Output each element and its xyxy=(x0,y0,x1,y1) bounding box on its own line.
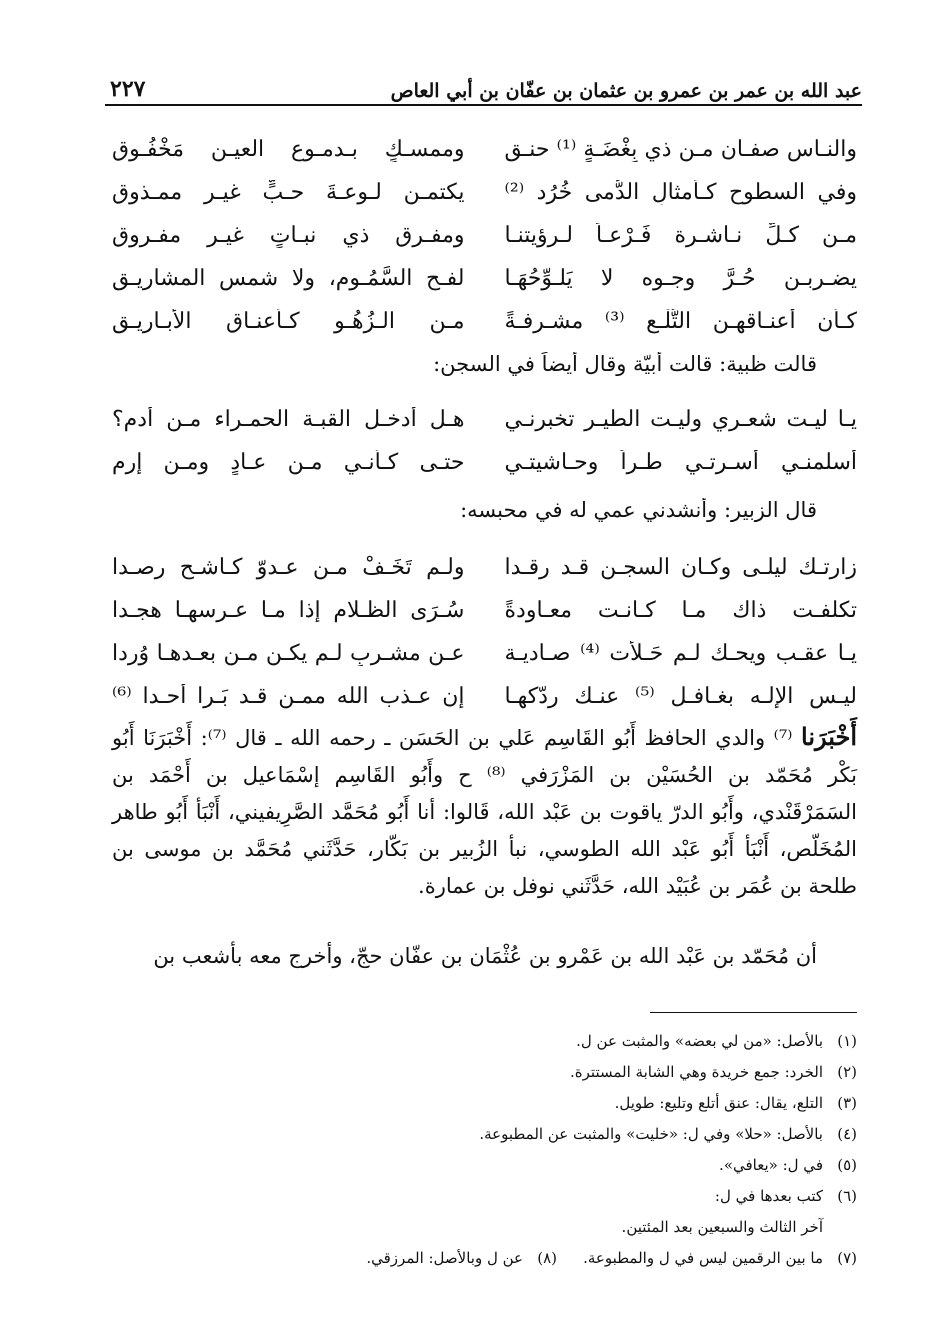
footnote-text: التلع، يقال: عنق أتلع وتليع: طويل. xyxy=(614,1094,823,1112)
lead-word: أَخْبَرَنا xyxy=(801,722,857,751)
isnad-paragraph xyxy=(112,718,857,905)
poem-3-intro: قال الزبير: وأنشدني عمي له في محبسه: xyxy=(460,498,817,522)
verse-hemistich-second: عـن مشـربٍ لـم يكـن مـن بعـدهـا وُردا xyxy=(112,641,465,666)
verse-hemistich-second: هـل أدخـل القبـة الحمـراء مـن أدم؟ xyxy=(112,407,465,432)
footnote-divider xyxy=(650,1012,857,1013)
footnote-text: بالأصل: «من لي بعضه» والمثبت عن ل. xyxy=(576,1032,823,1050)
footnote-text: في ل: «يعافي». xyxy=(719,1156,823,1174)
poem-2-intro: قالت ظبية: قالت أبيّة وقال أيضاً في السجن: xyxy=(433,352,817,376)
verse-hemistich-second: وممسـكٍ بـدمـوعِ العيـنِ مَخْفُـوق xyxy=(112,137,465,162)
footnote-number: (٨) xyxy=(537,1249,557,1267)
footnote-text: آخر الثالث والسبعين بعد المئتين. xyxy=(621,1218,823,1236)
verse-line xyxy=(112,128,857,171)
verse-hemistich-second: ولـم تَخَـفْ مـن عـدوّ كـاشـح رصـدا xyxy=(112,555,465,580)
page-number: ٢٢٧ xyxy=(110,76,146,102)
verse-hemistich-first: ليـس الإلـه بغـافـل ⁽⁵⁾ عنـك ردّكهـا xyxy=(504,684,857,709)
footnote xyxy=(112,1088,857,1119)
isnad-text xyxy=(112,718,857,905)
poem-1 xyxy=(112,128,857,343)
footnote-text: عن ل وبالأصل: المرزقي. xyxy=(366,1249,523,1267)
footnote-number: (٧) xyxy=(837,1249,857,1267)
verse-hemistich-first: أسلمنـي أسـرتـي طـراً وحـاشيتـي xyxy=(504,450,857,475)
verse-line xyxy=(112,632,857,675)
verse-line xyxy=(112,398,857,441)
footnote-number: (٦) xyxy=(837,1187,857,1205)
footnote xyxy=(112,1057,857,1088)
verse-hemistich-first: يـا عقـب ويحـك لـم حَـلأت ⁽⁴⁾ صـاديـة xyxy=(504,641,857,666)
verse-hemistich-first: والنـاس صفـان مـن ذي بِغْضَـةٍ ⁽¹⁾ حنـق xyxy=(504,137,857,162)
verse-hemistich-first: يضـربـن حُـرَّ وجـوه لا يَلـوِّحُهَـا xyxy=(504,266,857,291)
footnote-text: ما بين الرقمين ليس في ل والمطبوعة. xyxy=(583,1249,823,1267)
verse-line xyxy=(112,441,857,484)
isnad-body: ⁽⁷⁾ والدي الحافظ أَبُو القَاسِم عَلي بن الحَسَن ـ رحمه الله ـ قال ⁽⁷⁾: أَخْبَرَنَا أَبُو بَكْر مُحَمّد بن الحُسَيْن بن المَزْرَفي ⁽⁸⁾ ح وأَبُو القَاسِم إسْمَاعيل بن أَحْمَد بن السَمَرْقَنْدي، وأَبُو الدرّ ياقوت بن عَبْد الله، قَالوا: أنا أَبُو مُحَمَّد الصَّرِيفيني، أَنْبَأ أَبُو طاهر المُخَلّص، أَنْبَأ أَبُو عَبْد الله الطوسي، نبأ الزُبير بن بَكّار، حَدَّثَني مُحَمَّد بن موسى بن طلحة بن عُمَر بن عُبَيْد الله، حَدَّثَني نوفل بن عمارة. xyxy=(112,726,857,898)
verse-line xyxy=(112,300,857,343)
footnote xyxy=(557,1243,857,1274)
footnote-number: (٤) xyxy=(837,1125,857,1143)
verse-hemistich-first: زارتـك ليلـى وكـان السجـن قـد رقـدا xyxy=(504,555,857,580)
page-header xyxy=(110,62,862,102)
verse-hemistich-second: لفـح السَّمُـوم، ولا شمس المشاريـق xyxy=(112,266,465,291)
poem-3 xyxy=(112,546,857,718)
footnote-text: الخرد: جمع خريدة وهي الشابة المستترة. xyxy=(570,1063,823,1081)
footnote-number: (٣) xyxy=(837,1094,857,1112)
footnote-text: كتب بعدها في ل: xyxy=(714,1187,823,1205)
verse-hemistich-second: مـن الـزُهُـوِ كـأعنـاقِ الأبـاريـق xyxy=(112,309,465,334)
footnote-number: (٥) xyxy=(837,1156,857,1174)
verse-line xyxy=(112,257,857,300)
footnotes xyxy=(112,1026,857,1274)
verse-hemistich-first: تكلفـت ذاك مـا كـانـت معـاودةً xyxy=(504,598,857,623)
footnote xyxy=(257,1243,557,1274)
verse-line xyxy=(112,546,857,589)
poem-2 xyxy=(112,398,857,484)
footnote-continuation xyxy=(112,1212,857,1243)
footnote xyxy=(112,1026,857,1057)
verse-hemistich-first: يـا ليـت شعـري وليـت الطيـر تخبرنـي xyxy=(504,407,857,432)
footnote xyxy=(112,1119,857,1150)
verse-hemistich-first: وفي السطوح كـأمثالِ الدُّمى خُرُد ⁽²⁾ xyxy=(504,180,857,205)
verse-hemistich-first: كـأن أعنـاقهـن التُّلْـع ⁽³⁾ مشـرفـةً xyxy=(504,309,857,334)
verse-hemistich-second: سُـرَى الظـلام إذا مـا عـرسهـا هجـدا xyxy=(112,598,465,623)
verse-hemistich-second: إن عـذب الله ممـن قـد بَـرا أحـدا ⁽⁶⁾ xyxy=(112,684,465,709)
verse-line xyxy=(112,589,857,632)
verse-line xyxy=(112,214,857,257)
footnote-pair xyxy=(112,1243,857,1274)
footnote xyxy=(112,1150,857,1181)
footnote-text: بالأصل: «حلا» وفي ل: «خليت» والمثبت عن المطبوعة. xyxy=(479,1125,823,1143)
final-paragraph xyxy=(112,938,857,975)
footnote-number: (٢) xyxy=(837,1063,857,1081)
verse-line xyxy=(112,675,857,718)
verse-hemistich-second: ومفـرقٍ ذي نبـاتٍ غيـر مفـروق xyxy=(112,223,465,248)
running-title: عبد الله بن عمر بن عمرو بن عثمان بن عفّان بن أبي العاص xyxy=(390,80,862,102)
verse-hemistich-second: حتـى كـأنـي مـن عـادٍ ومـن إرم xyxy=(112,450,465,475)
final-line: أن مُحَمّد بن عَبْد الله بن عَمْرو بن عُثْمَان بن عفّان حجّ، وأخرج معه بأشعب بن xyxy=(153,944,817,968)
verse-hemistich-first: مـن كـلِّ نـاشـرة فَـرْعـاً لـرؤيتنـا xyxy=(504,223,857,248)
verse-hemistich-second: يكتمـن لـوعـةَ حـبٍّ غيـر ممـذوقِ xyxy=(112,180,465,205)
header-divider xyxy=(105,104,862,106)
verse-line xyxy=(112,171,857,214)
footnote-number: (١) xyxy=(837,1032,857,1050)
footnote xyxy=(112,1181,857,1212)
